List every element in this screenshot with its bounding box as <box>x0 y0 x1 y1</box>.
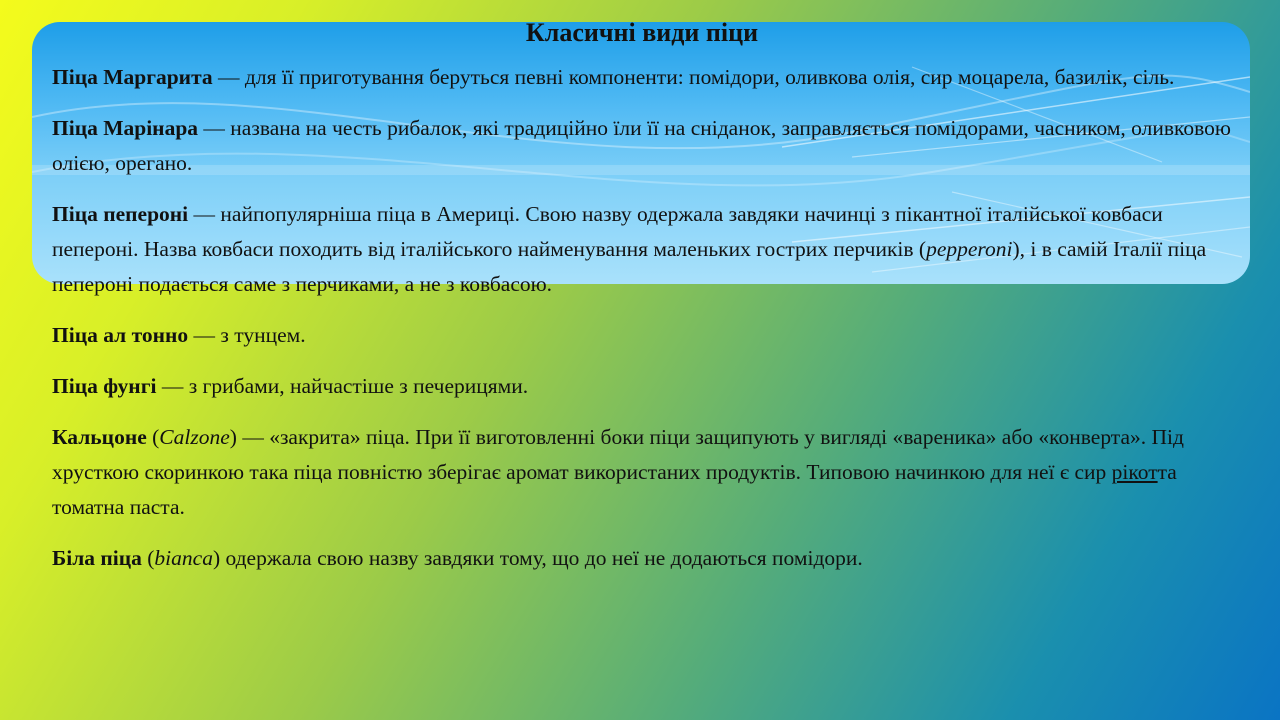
item-text: — для її приготування беруться певні компоненти: помідори, оливкова олія, сир моцарела, базилік, сіль. <box>212 65 1175 89</box>
item-text: ) одержала свою назву завдяки тому, що до неї не додаються помідори. <box>212 546 863 570</box>
item-name: Піца Марінара <box>52 116 199 140</box>
item-text: та томатна паста. <box>52 460 1177 519</box>
item-name: Біла піца <box>52 546 142 570</box>
item-name: Кальцоне <box>52 425 147 449</box>
pizza-bianca <box>52 541 1252 576</box>
item-text: ( <box>141 546 155 570</box>
ricotta-link[interactable]: рікот <box>1111 460 1158 484</box>
pizza-marinara <box>52 111 1252 181</box>
pizza-margherita <box>52 60 1252 95</box>
pizza-funghi <box>52 369 1252 404</box>
pizza-calzone <box>52 420 1252 525</box>
item-text: ) — «закрита» піца. При її виготовленні боки піци защипують у вигляді «вареника» або «конверта». Під хрусткою скоринкою така піца повністю зберігає аромат використаних продуктів. Типовою начинкою для неї є сир <box>52 425 1184 484</box>
item-name: Піца пепероні <box>52 202 189 226</box>
pizza-al-tonno <box>52 318 1252 353</box>
item-italic: bianca <box>154 546 213 570</box>
item-italic: Calzone <box>159 425 230 449</box>
slide-content <box>52 16 1252 592</box>
item-text: ( <box>146 425 160 449</box>
item-name: Піца фунгі <box>52 374 157 398</box>
item-text: — з тунцем. <box>188 323 306 347</box>
item-name: Піца ал тонно <box>52 323 189 347</box>
item-text: ), і в самій Італії піца пепероні подається саме з перчиками, а не з ковбасою. <box>52 237 1207 296</box>
slide-title: Класичні види піци <box>525 18 759 47</box>
item-name: Піца Маргарита <box>52 65 213 89</box>
pizza-pepperoni <box>52 197 1252 302</box>
item-text: — найпопулярніша піца в Америці. Свою назву одержала завдяки начинці з пікантної італійської ковбаси пепероні. Назва ковбаси походить від італійського найменування маленьких гострих перчиків ( <box>52 202 1163 261</box>
item-italic: pepperoni <box>926 237 1013 261</box>
item-text: — з грибами, найчастіше з печерицями. <box>156 374 529 398</box>
item-text: — названа на честь рибалок, які традиційно їли її на сніданок, заправляється помідорами, часником, оливковою олією, орегано. <box>52 116 1231 175</box>
